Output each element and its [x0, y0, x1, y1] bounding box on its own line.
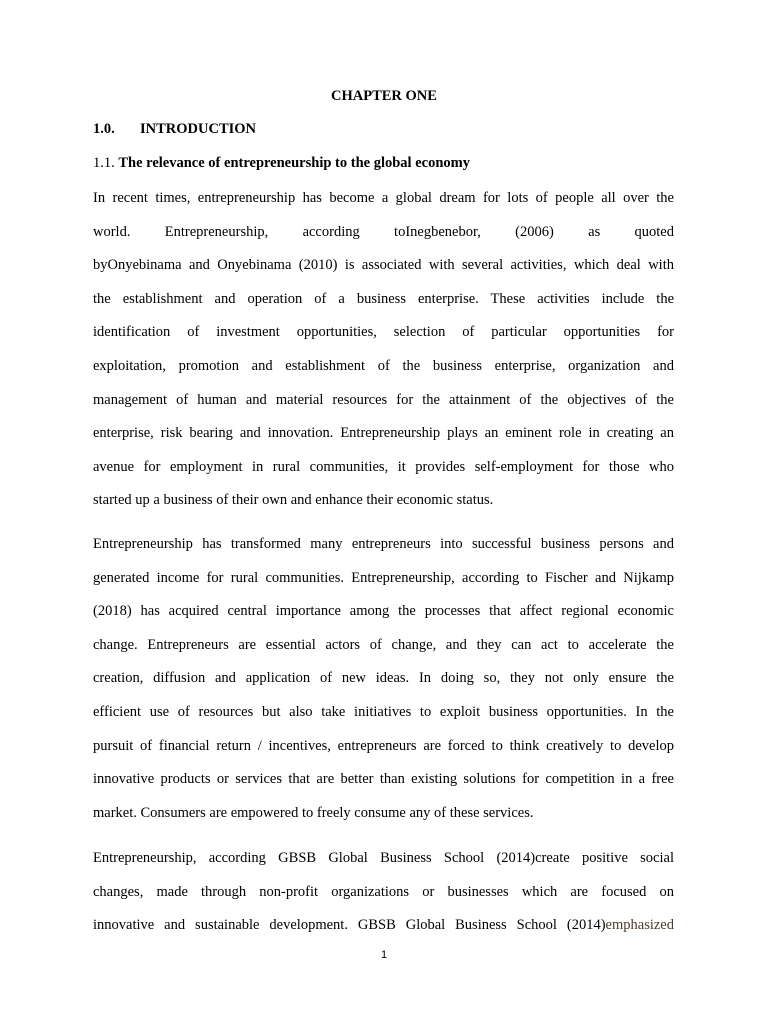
- subsection-heading: [93, 154, 470, 172]
- paragraph-line-text: innovative and sustainable development. GBSB Global Business School (2014): [93, 917, 606, 934]
- paragraph-line: enterprise, risk bearing and innovation. Entrepreneurship plays an eminent role in creating an: [93, 425, 674, 442]
- subsection-number: 1.1.: [93, 155, 115, 171]
- paragraph-line: world. Entrepreneurship, according toInegbenebor, (2006) as quoted: [93, 223, 674, 240]
- paragraph-2: [93, 528, 674, 830]
- paragraph-line: market. Consumers are empowered to freely consume any of these services.: [93, 804, 534, 821]
- paragraph-line: In recent times, entrepreneurship has become a global dream for lots of people all over the: [93, 190, 674, 206]
- subsection-title: The relevance of entrepreneurship to the global economy: [118, 155, 470, 171]
- paragraph-line: exploitation, promotion and establishment of the business enterprise, organization and: [93, 357, 674, 374]
- paragraph-line: change. Entrepreneurs are essential actors of change, and they can act to accelerate the: [93, 636, 674, 653]
- paragraph-1: [93, 182, 674, 518]
- paragraph-line: changes, made through non-profit organizations or businesses which are focused on: [93, 883, 674, 900]
- paragraph-line: the establishment and operation of a business enterprise. These activities include the: [93, 290, 674, 307]
- section-heading: [93, 120, 256, 138]
- page-number: 1: [380, 949, 388, 961]
- paragraph-line: avenue for employment in rural communities, it provides self-employment for those who: [93, 458, 674, 475]
- paragraph-line: identification of investment opportunities, selection of particular opportunities for: [93, 324, 674, 341]
- paragraph-line: innovative products or services that are better than existing solutions for competition in a free: [93, 771, 674, 788]
- section-number: 1.0.: [93, 121, 115, 137]
- paragraph-3: [93, 842, 674, 943]
- paragraph-line-with-emphasis: [93, 909, 674, 943]
- paragraph-line: Entrepreneurship, according GBSB Global Business School (2014)create positive social: [93, 850, 674, 866]
- section-title: INTRODUCTION: [140, 121, 257, 137]
- paragraph-line: started up a business of their own and enhance their economic status.: [93, 492, 494, 509]
- paragraph-line: creation, diffusion and application of new ideas. In doing so, they not only ensure the: [93, 670, 674, 687]
- paragraph-line: (2018) has acquired central importance among the processes that affect regional economic: [93, 603, 674, 620]
- paragraph-line: pursuit of financial return / incentives, entrepreneurs are forced to think creatively to develop: [93, 737, 674, 754]
- chapter-title: CHAPTER ONE: [331, 88, 437, 104]
- emphasized-word: emphasized: [605, 917, 674, 934]
- paragraph-line: byOnyebinama and Onyebinama (2010) is associated with several activities, which deal with: [93, 257, 674, 274]
- paragraph-line: management of human and material resources for the attainment of the objectives of the: [93, 391, 674, 408]
- paragraph-line: efficient use of resources but also take initiatives to exploit business opportunities. In the: [93, 703, 674, 720]
- paragraph-line: generated income for rural communities. Entrepreneurship, according to Fischer and Nijkamp: [93, 569, 674, 586]
- paragraph-line: Entrepreneurship has transformed many entrepreneurs into successful business persons and: [93, 536, 674, 552]
